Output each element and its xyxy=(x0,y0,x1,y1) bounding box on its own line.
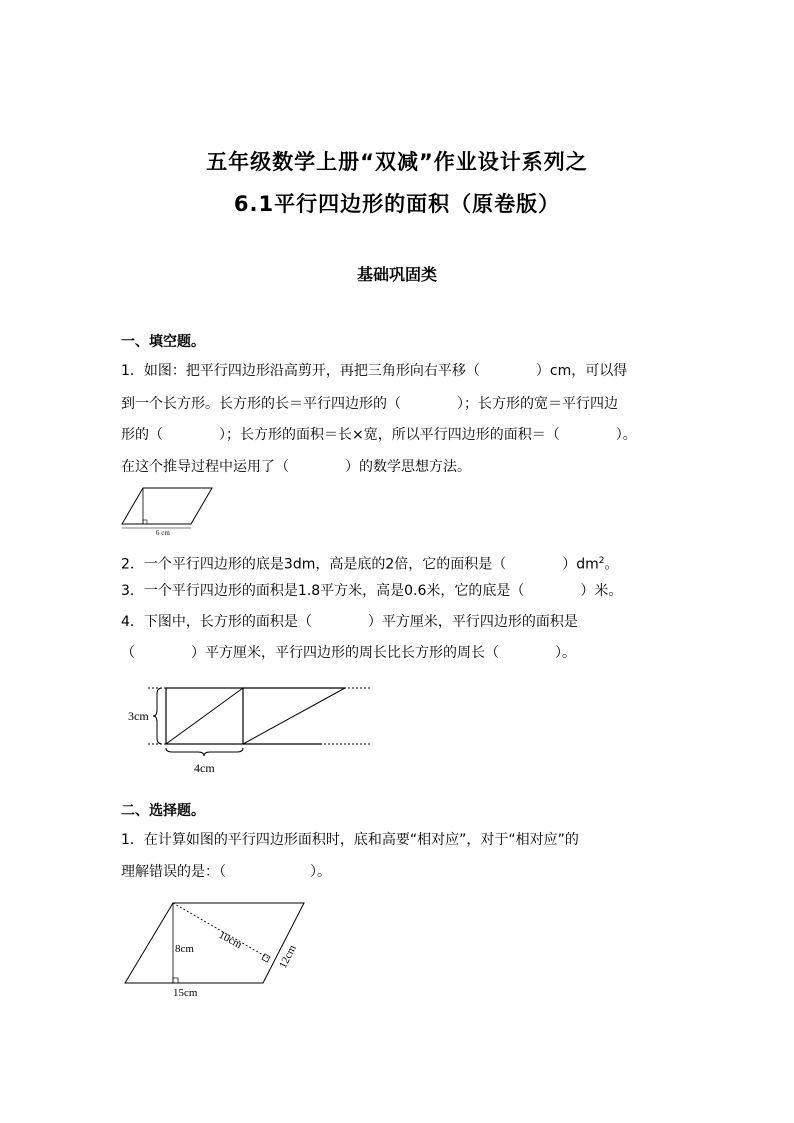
side-label: 12cm xyxy=(276,943,299,971)
choice-question-1-line-2: 理解错误的是：（ ）。 xyxy=(121,864,331,880)
figure-parallelogram-heights xyxy=(118,895,318,1005)
category-heading: 基础巩固类 xyxy=(356,265,437,284)
section-choice-heading: 二、选择题。 xyxy=(121,803,205,819)
question-1-line-2: 到一个长方形。长方形的长＝平行四边形的（ ）；长方形的宽＝平行四边 xyxy=(121,396,618,412)
height-brace xyxy=(153,688,162,744)
document-title-line1: 五年级数学上册“双减”作业设计系列之 xyxy=(206,150,588,174)
right-angle-mark-bottom xyxy=(173,978,178,983)
section-fill-in-heading: 一、填空题。 xyxy=(121,334,205,350)
question-1-line-3: 形的（ ）；长方形的面积＝长×宽，所以平行四边形的面积＝（ ）。 xyxy=(121,427,637,443)
base-label-4cm: 4cm xyxy=(194,761,215,775)
question-4-line-1: 4．下图中，长方形的面积是（ ）平方厘米，平行四边形的面积是 xyxy=(121,614,578,630)
question-1-line-4: 在这个推导过程中运用了（ ）的数学思想方法。 xyxy=(121,459,471,475)
question-3: 3．一个平行四边形的面积是1.8平方米，高是0.6米，它的底是（ ）米。 xyxy=(121,583,623,599)
question-2-end: 。 xyxy=(604,556,619,573)
parallelogram-shape-2 xyxy=(125,903,304,983)
right-angle-mark xyxy=(143,520,147,524)
question-2-text: 2．一个平行四边形的底是3dm，高是底的2倍，它的面积是（ ）dm xyxy=(121,556,599,573)
figure-rectangle-parallelogram xyxy=(118,680,378,780)
choice-question-1-line-1: 1．在计算如图的平行四边形面积时，底和高要“相对应”，对于“相对应”的 xyxy=(121,832,579,848)
document-title-line2: 6.1平行四边形的面积（原卷版） xyxy=(233,192,561,216)
diagonal-left xyxy=(166,688,243,744)
base-label-15cm: 15cm xyxy=(173,987,198,999)
base-label: 6 cm xyxy=(156,529,170,537)
height-label: 3cm xyxy=(128,709,149,723)
base-brace xyxy=(166,748,243,756)
slant-height-label: 10cm xyxy=(216,929,244,952)
question-2 xyxy=(121,552,619,574)
diagonal-right xyxy=(243,688,345,744)
question-4-line-2: （ ）平方厘米，平行四边形的周长比长方形的周长（ ）。 xyxy=(121,645,576,661)
vertical-height-label: 8cm xyxy=(175,943,194,955)
question-1-line-1: 1．如图：把平行四边形沿高剪开，再把三角形向右平移（ ）cm，可以得 xyxy=(121,363,628,379)
figure-parallelogram-cut xyxy=(118,484,218,540)
question-2-sup: 2 xyxy=(598,556,605,566)
parallelogram-shape xyxy=(122,488,212,524)
